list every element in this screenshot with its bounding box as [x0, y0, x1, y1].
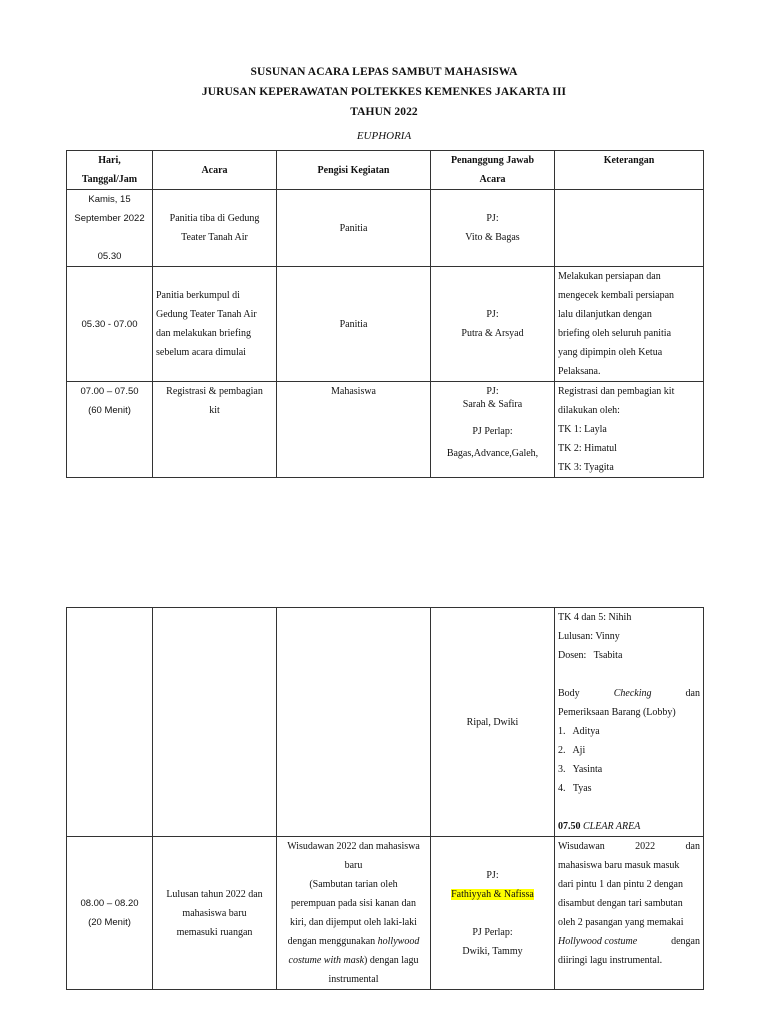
row-pj-cell: PJ: Fathiyyah & Nafissa PJ Perlap: Dwiki, Tammy: [431, 837, 555, 990]
row-pengisi-cell: Wisudawan 2022 dan mahasiswa baru (Sambutan tarian oleh perempuan pada sisi kanan dan kiri, dan dijemput oleh laki-laki dengan menggunakan hollywood costume with mask) dengan lagu instrumental: [277, 837, 431, 990]
row-acara-cell: Panitia berkumpul di Gedung Teater Tanah Air dan melakukan briefing sebelum acara dimulai: [153, 267, 277, 382]
row-date-cell: 08.00 – 08.20 (20 Menit): [67, 837, 153, 990]
table-row: [67, 608, 704, 837]
row-date-cell: 07.00 – 07.50 (60 Menit): [67, 382, 153, 478]
table-row: [67, 190, 704, 267]
table-row: [67, 267, 704, 382]
row-acara-cell: [153, 608, 277, 837]
header-date: Hari, Tanggal/Jam: [67, 151, 153, 190]
document-title-line-2: JURUSAN KEPERAWATAN POLTEKKES KEMENKES JAKARTA III: [201, 86, 567, 98]
row-pengisi-cell: [277, 608, 431, 837]
row-keterangan-cell: [555, 190, 704, 267]
clear-area-line: 07.50 CLEAR AREA: [558, 821, 641, 832]
ket-line-1: Wisudawan 2022 dan: [558, 841, 700, 852]
row-pj-cell: PJ: Sarah & Safira PJ Perlap: Bagas,Advance,Galeh,: [431, 382, 555, 478]
row-acara-cell: Lulusan tahun 2022 dan mahasiswa baru memasuki ruangan: [153, 837, 277, 990]
schedule-table-page-2: [66, 607, 704, 990]
row-pj-cell: Ripal, Dwiki: [431, 608, 555, 837]
row-keterangan-cell: Melakukan persiapan dan mengecek kembali persiapan lalu dilanjutkan dengan briefing oleh seluruh panitia yang dipimpin oleh Ketua Pelaksana.: [555, 267, 704, 382]
row-date-cell: Kamis, 15 September 2022 05.30: [67, 190, 153, 267]
body-checking-line: Body Checking dan: [558, 688, 700, 699]
row-pengisi-cell: Panitia: [277, 267, 431, 382]
row-date-cell: 05.30 - 07.00: [67, 267, 153, 382]
document-title-line-3: TAHUN 2022: [350, 106, 418, 118]
row-date-cell: [67, 608, 153, 837]
row-pengisi-cell: Panitia: [277, 190, 431, 267]
row-keterangan-cell: Registrasi dan pembagian kit dilakukan oleh: TK 1: Layla TK 2: Himatul TK 3: Tyagita: [555, 382, 704, 478]
table-row: [67, 837, 704, 990]
row-pengisi-cell: Mahasiswa: [277, 382, 431, 478]
document-title-line-1: SUSUNAN ACARA LEPAS SAMBUT MAHASISWA: [250, 66, 518, 78]
header-acara: Acara: [153, 151, 277, 190]
header-pengisi: Pengisi Kegiatan: [277, 151, 431, 190]
highlighted-pj-name: Fathiyyah & Nafissa: [451, 888, 534, 900]
schedule-table-page-1: [66, 150, 704, 478]
table-row: [67, 382, 704, 478]
row-keterangan-cell: Wisudawan 2022 dan mahasiswa baru masuk masuk dari pintu 1 dan pintu 2 dengan disambut dengan tari sambutan oleh 2 pasangan yang memakai Hollywood costume dengan diiringi lagu instrumental.: [555, 837, 704, 990]
row-pj-cell: PJ: Putra & Arsyad: [431, 267, 555, 382]
row-keterangan-cell: TK 4 dan 5: Nihih Lulusan: Vinny Dosen: Tsabita Body Checking dan Pemeriksaan Barang (Lobby) 1. Aditya 2. Aji 3. Yasinta 4. Tyas 07.50 CLEAR AREA: [555, 608, 704, 837]
row-acara-cell: Registrasi & pembagian kit: [153, 382, 277, 478]
table-header-row: [67, 151, 704, 190]
row-pj-cell: PJ: Vito & Bagas: [431, 190, 555, 267]
row-acara-cell: Panitia tiba di Gedung Teater Tanah Air: [153, 190, 277, 267]
header-pj: Penanggung Jawab Acara: [431, 151, 555, 190]
header-keterangan: Keterangan: [555, 151, 704, 190]
document-subtitle: EUPHORIA: [356, 130, 412, 142]
